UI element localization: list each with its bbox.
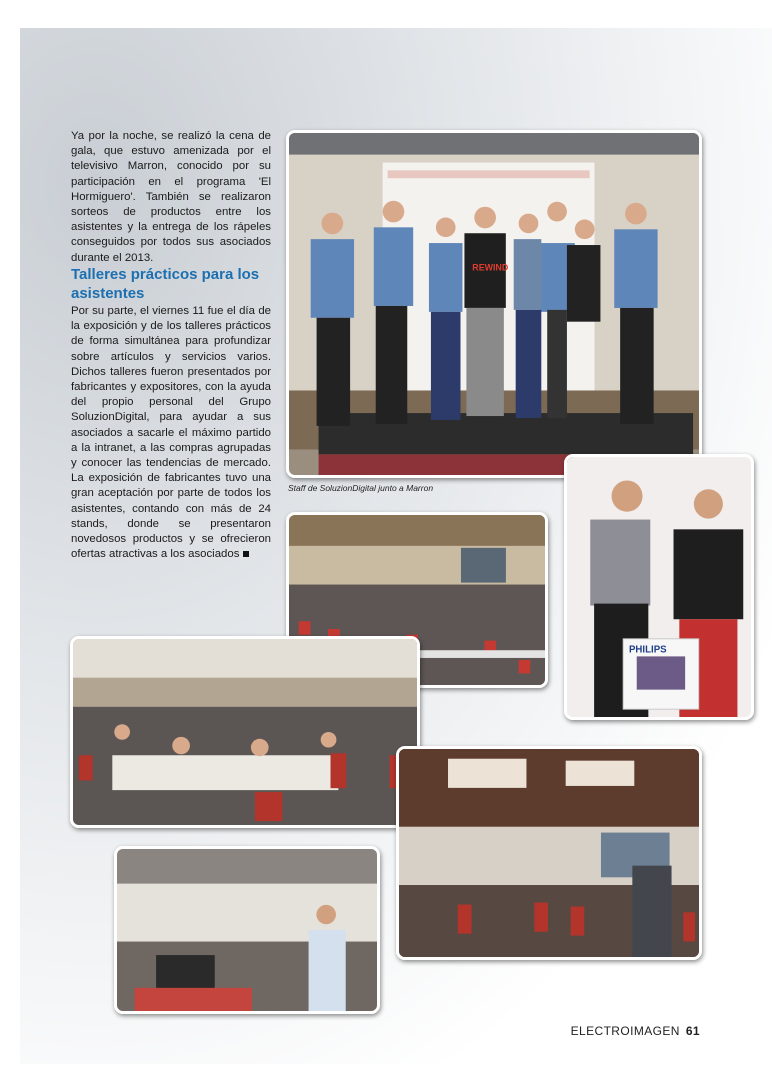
photo-workshop-stand <box>114 846 380 1014</box>
page-footer <box>571 1024 700 1038</box>
page-number: 61 <box>685 1024 700 1038</box>
tshirt-text: REWIND <box>472 262 509 273</box>
photo-staff-group <box>286 130 702 478</box>
photo-handshake <box>564 454 754 720</box>
article-paragraph-2: Por su parte, el viernes 11 fue el día de la exposición y de los talleres prácticos de forma simultánea para profundizar sobre artículos y servicios varios. Dichos talleres fueron presentados por fabricantes y expositores, con la ayuda del propio personal del Grupo SoluzionDigital, para ayudar a sus asociados a sacarle el máximo partido a la intranet, a las compras agrupadas y conocer las tendencias de mercado. La exposición de fabricantes tuvo una gran aceptación por parte de todos los asistentes, contando con más de 24 stands, donde se presentaron novedosos productos y se ofrecieron ofertas atractivas a los asociados <box>71 305 271 561</box>
magazine-name: ELECTROIMAGEN <box>570 1024 680 1038</box>
philips-logo-text: PHILIPS <box>628 644 667 656</box>
article-paragraph-1: Ya por la noche, se realizó la cena de gala, que estuvo amenizada por el televisivo Marron, conocido por su participación en el programa 'El Hormiguero'. También se realizaron sorteos de productos entre los asistentes y la entrega de los rápeles conseguidos por todos sus asociados durante el 2013. <box>71 130 271 264</box>
photo-exhibition-hall <box>396 746 702 960</box>
section-heading: Talleres prácticos para los asistentes <box>71 266 260 302</box>
end-of-article-mark <box>243 551 249 557</box>
staff-photo-caption: Staff de SoluzionDigital junto a Marron <box>288 483 434 493</box>
article-paragraph-2-container <box>71 304 271 562</box>
photo-banquet-tables <box>70 636 420 828</box>
